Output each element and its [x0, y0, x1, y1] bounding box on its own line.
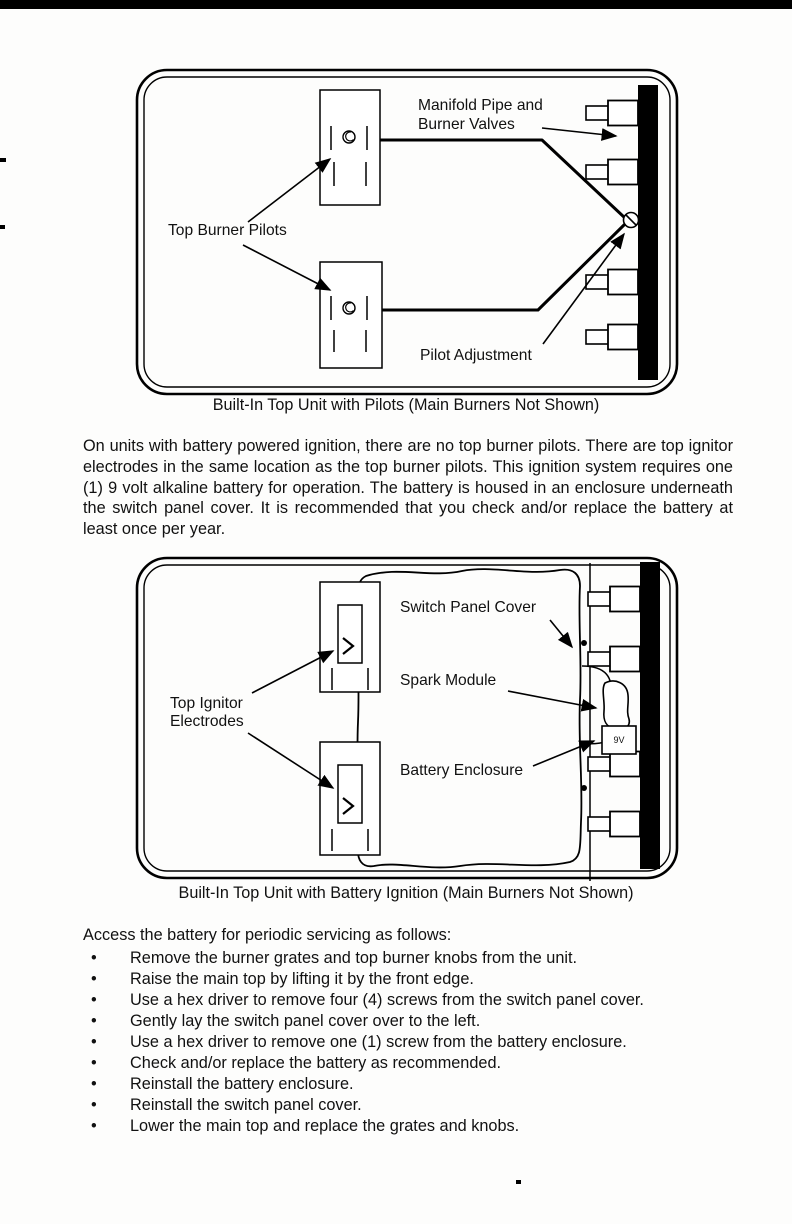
bullet-text: Lower the main top and replace the grates and knobs.	[130, 1117, 520, 1135]
label-burner-valves: Burner Valves	[418, 116, 515, 133]
bullet-text: Reinstall the battery enclosure.	[130, 1075, 354, 1093]
diagram-top-unit-pilots	[130, 62, 690, 397]
burner-valve	[586, 160, 638, 185]
manifold-pipe	[640, 562, 660, 869]
burner-valve	[586, 325, 638, 350]
burner-valve	[588, 752, 640, 777]
battery-9v-label: 9V	[613, 735, 625, 745]
list-item	[83, 969, 743, 990]
label-pilot-adjustment: Pilot Adjustment	[420, 347, 532, 364]
battery-enclosure-shape	[602, 726, 636, 754]
bullet-icon: •	[91, 1117, 97, 1135]
arrow-to-battery-enclosure	[533, 741, 594, 766]
burner-valve	[586, 101, 638, 126]
service-steps-list	[83, 948, 743, 1137]
cover-screw-dot	[581, 785, 587, 791]
bullet-icon: •	[91, 991, 97, 1009]
bullet-text: Check and/or replace the battery as recommended.	[130, 1054, 502, 1072]
scan-artifact	[516, 1180, 521, 1184]
arrow-to-spark-module	[508, 691, 596, 708]
bullet-text: Gently lay the switch panel cover over to the left.	[130, 1012, 481, 1030]
label-top-ignitor: Top Ignitor	[170, 695, 243, 712]
list-item	[83, 1011, 743, 1032]
label-electrodes: Electrodes	[170, 713, 244, 730]
burner-valve	[586, 270, 638, 295]
label-manifold-pipe: Manifold Pipe and	[418, 97, 543, 114]
list-item	[83, 990, 743, 1011]
list-item	[83, 1095, 743, 1116]
burner-valve	[588, 812, 640, 837]
scan-artifact	[0, 225, 5, 229]
scan-artifact	[0, 158, 6, 162]
list-item	[83, 1116, 743, 1137]
burner-valve	[588, 587, 640, 612]
bullet-icon: •	[91, 1096, 97, 1114]
scan-edge-bar	[0, 0, 792, 9]
list-item	[83, 1032, 743, 1053]
label-spark-module: Spark Module	[400, 672, 497, 689]
diagram1-caption: Built-In Top Unit with Pilots (Main Burners Not Shown)	[212, 396, 600, 414]
bullet-icon: •	[91, 1033, 97, 1051]
top-burner-pilot-1	[320, 90, 380, 205]
arrow-to-manifold	[542, 128, 616, 136]
label-switch-panel-cover: Switch Panel Cover	[400, 599, 537, 616]
manifold-pipe	[638, 85, 658, 380]
top-burner-pilot-2	[320, 262, 382, 368]
cover-screw-dot	[581, 640, 587, 646]
bullet-text: Use a hex driver to remove four (4) screws from the switch panel cover.	[130, 991, 644, 1009]
bullet-text: Use a hex driver to remove one (1) screw from the battery enclosure.	[130, 1033, 627, 1051]
list-item	[83, 1053, 743, 1074]
label-top-burner-pilots: Top Burner Pilots	[168, 222, 287, 239]
bullet-icon: •	[91, 1012, 97, 1030]
bullet-text: Remove the burner grates and top burner knobs from the unit.	[130, 949, 578, 967]
bullet-icon: •	[91, 1075, 97, 1093]
spark-module-shape	[603, 681, 629, 729]
pilot-gas-line	[382, 224, 625, 310]
arrow-to-switch-panel	[550, 620, 572, 647]
diagram-top-unit-battery	[130, 550, 690, 885]
arrow-to-pilot-1	[248, 159, 330, 222]
top-ignitor-electrode-1	[320, 582, 380, 692]
list-item	[83, 1074, 743, 1095]
list-item	[83, 948, 743, 969]
bullet-icon: •	[91, 970, 97, 988]
bullet-icon: •	[91, 1054, 97, 1072]
arrow-to-pilot-2	[243, 245, 330, 290]
top-ignitor-electrode-2	[320, 742, 380, 855]
access-instructions-intro: Access the battery for periodic servicing as follows:	[83, 926, 452, 944]
body-paragraph: On units with battery powered ignition, there are no top burner pilots. There are top ignitor electrodes in the same location as the top burner pilots. This ignition system requires one (1) 9 volt alkaline battery for operation. The battery is housed in an enclosure underneath the switch panel cover. It is recommended that you check and/or replace the battery at least once per year.	[83, 437, 733, 539]
diagram2-caption: Built-In Top Unit with Battery Ignition (Main Burners Not Shown)	[178, 884, 634, 902]
bullet-icon: •	[91, 949, 97, 967]
bullet-text: Raise the main top by lifting it by the front edge.	[130, 970, 474, 988]
bullet-text: Reinstall the switch panel cover.	[130, 1096, 362, 1114]
label-battery-enclosure: Battery Enclosure	[400, 762, 524, 779]
